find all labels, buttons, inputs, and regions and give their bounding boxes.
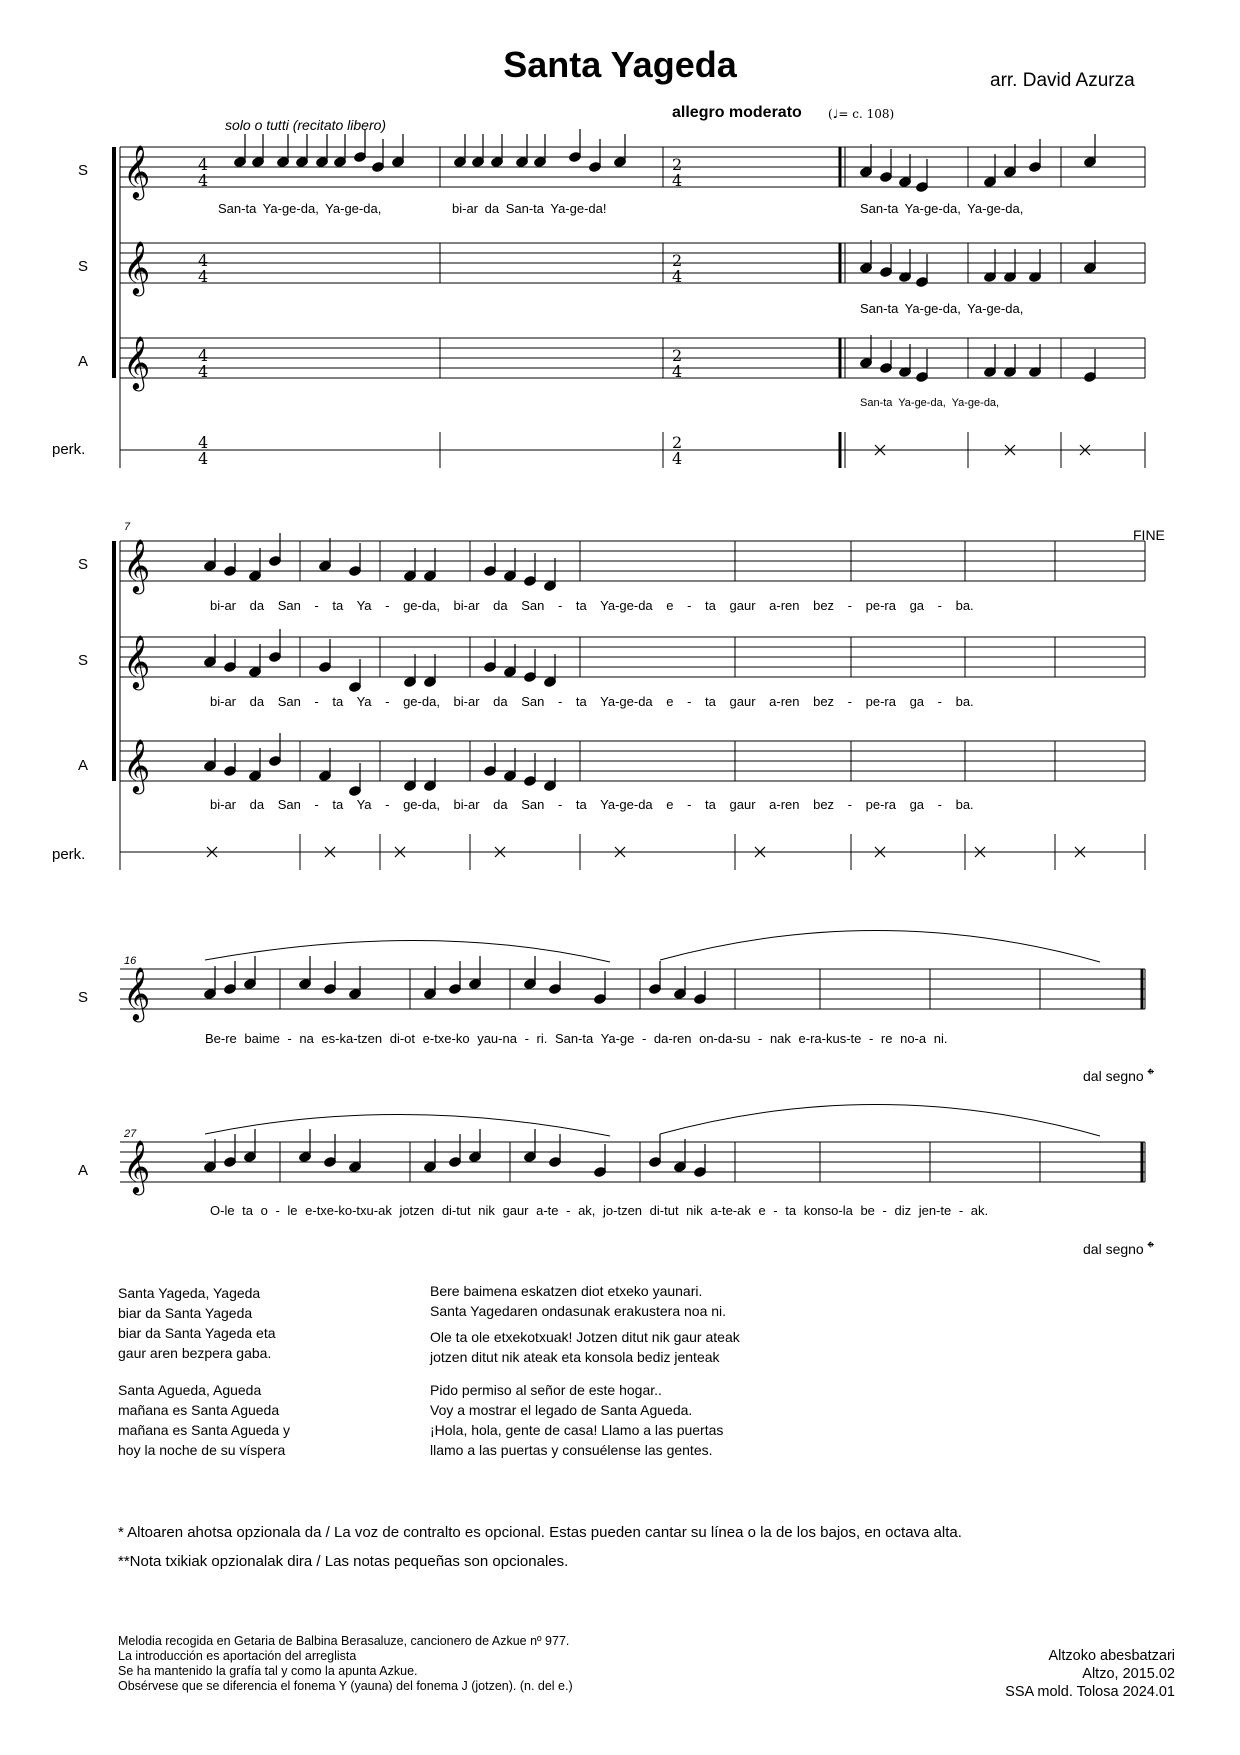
page-title: Santa Yageda (503, 44, 737, 85)
treble-clef-icon: 𝄞 (123, 1139, 151, 1193)
time-signature: 4 (198, 362, 209, 381)
lyrics-verse-2: Be-re baime - na es-ka-tzen di-ot e-txe-ko yau-na - ri. San-ta Ya-ge - da-ren on-da-su - nak e-ra-kus-te - re no-a ni. (205, 1031, 948, 1046)
text-basque-2b: Ole ta ole etxekotxuak! Jotzen ditut nik gaur ateak jotzen ditut nik ateak eta konsola bediz jenteak (430, 1329, 740, 1365)
time-signature: 2 (672, 251, 683, 270)
time-signature: 4 (672, 171, 683, 190)
treble-clef-icon: 𝄞 (123, 538, 151, 592)
staff-label-percussion: perk. (52, 846, 86, 863)
metronome-mark: (♩= c. 108) (828, 107, 895, 121)
arranger-credit: arr. David Azurza (990, 70, 1135, 91)
lyrics-verse-3: O-le ta o - le e-txe-ko-txu-ak jotzen di-tut nik gaur a-te - ak, jo-tzen di-tut nik a-te-ak e - ta konso-la be - diz jen-te - ak. (210, 1203, 989, 1218)
time-signature: 4 (198, 433, 209, 452)
measure-number: 27 (124, 1128, 137, 1140)
dal-segno-marking: dal segno 𝄌 (1083, 1238, 1154, 1258)
time-signature: 4 (198, 346, 209, 365)
performance-instruction: solo o tutti (recitato libero) (225, 117, 387, 133)
dedication-credits: Altzoko abesbatzari Altzo, 2015.02 SSA mold. Tolosa 2024.01 (1005, 1648, 1175, 1700)
time-signature: 2 (672, 155, 683, 174)
time-signature: 4 (672, 362, 683, 381)
time-signature: 4 (198, 267, 209, 286)
lyrics-s1-intro-2: bi-ar da San-ta Ya-ge-da! (452, 201, 607, 216)
fine-marking: FINE (1133, 527, 1165, 543)
treble-clef-icon: 𝄞 (123, 144, 151, 198)
time-signature: 4 (198, 449, 209, 468)
time-signature: 2 (672, 433, 683, 452)
treble-clef-icon: 𝄞 (123, 738, 151, 792)
lyrics-a-verse: San-ta Ya-ge-da, Ya-ge-da, (860, 397, 1000, 409)
staff-label-soprano-2: S (78, 258, 89, 275)
lyrics-s2-verse: San-ta Ya-ge-da, Ya-ge-da, (860, 301, 1024, 316)
tempo-marking: allegro moderato (672, 104, 802, 121)
time-signature: 4 (672, 267, 683, 286)
text-basque-2a: Bere baimena eskatzen diot etxeko yaunari. Santa Yagedaren ondasunak erakustera noa ni. (430, 1283, 727, 1319)
treble-clef-icon: 𝄞 (123, 966, 151, 1020)
lyrics-s2: bi-ar da San - ta Ya - ge-da, bi-ar da San - ta Ya-ge-da e - ta gaur a-ren bez - pe-ra ga - ba. (210, 694, 974, 709)
time-signature: 4 (198, 251, 209, 270)
staff-label-soprano-1: S (78, 556, 89, 573)
staff-label-soprano-2: S (78, 652, 89, 669)
staff-label-alto: A (78, 353, 89, 370)
time-signature: 4 (198, 155, 209, 174)
slur (660, 930, 1100, 962)
staff-label-soprano: S (78, 989, 89, 1006)
treble-clef-icon: 𝄞 (123, 634, 151, 688)
source-notes: Melodia recogida en Getaria de Balbina Berasaluze, cancionero de Azkue nº 977. La introducción es aportación del arreglista Se ha mantenido la grafía tal y como la apunta Azkue. Obsérvese que se diferencia el fonema Y (yauna) del fonema J (jotzen). (n. del e.) (118, 1634, 573, 1693)
measure-number: 7 (124, 521, 131, 533)
treble-clef-icon: 𝄞 (123, 335, 151, 389)
time-signature: 4 (672, 449, 683, 468)
staff-label-percussion: perk. (52, 441, 86, 458)
staff-label-alto: A (78, 757, 89, 774)
text-basque-1: Santa Yageda, Yageda biar da Santa Yageda biar da Santa Yageda eta gaur aren bezpera gaba. (118, 1285, 276, 1361)
segno-icon: 𝄌 (1147, 1238, 1154, 1258)
lyrics-s1-verse: San-ta Ya-ge-da, Ya-ge-da, (860, 201, 1024, 216)
slur (205, 940, 610, 962)
measure-number: 16 (124, 955, 137, 967)
dal-segno-marking: dal segno 𝄌 (1083, 1065, 1154, 1085)
slur (205, 1114, 610, 1136)
time-signature: 4 (198, 171, 209, 190)
lyrics-alto: bi-ar da San - ta Ya - ge-da, bi-ar da San - ta Ya-ge-da e - ta gaur a-ren bez - pe-ra ga - ba. (210, 797, 974, 812)
lyrics-s1-intro: San-ta Ya-ge-da, Ya-ge-da, (218, 201, 382, 216)
text-spanish-1: Santa Agueda, Agueda mañana es Santa Agueda mañana es Santa Agueda y hoy la noche de su víspera (118, 1382, 291, 1458)
footnote-small-notes: **Nota txikiak opzionalak dira / Las notas pequeñas son opcionales. (118, 1553, 569, 1570)
lyrics-s1: bi-ar da San - ta Ya - ge-da, bi-ar da San - ta Ya-ge-da e - ta gaur a-ren bez - pe-ra ga - ba. (210, 598, 974, 613)
staff-label-alto: A (78, 1162, 89, 1179)
slur (660, 1104, 1100, 1136)
footnote-alto: * Altoaren ahotsa opzionala da / La voz de contralto es opcional. Estas pueden cantar su línea o la de los bajos, en octava alta. (118, 1524, 962, 1541)
text-spanish-2: Pido permiso al señor de este hogar.. Voy a mostrar el legado de Santa Agueda. ¡Hola, hola, gente de casa! Llamo a las puertas llamo a las puertas y consuélense las gentes. (430, 1382, 724, 1458)
segno-icon: 𝄌 (1147, 1065, 1154, 1085)
quarter-note-icon: (♩ (828, 107, 839, 121)
treble-clef-icon: 𝄞 (123, 240, 151, 294)
staff-label-soprano-1: S (78, 162, 89, 179)
time-signature: 2 (672, 346, 683, 365)
